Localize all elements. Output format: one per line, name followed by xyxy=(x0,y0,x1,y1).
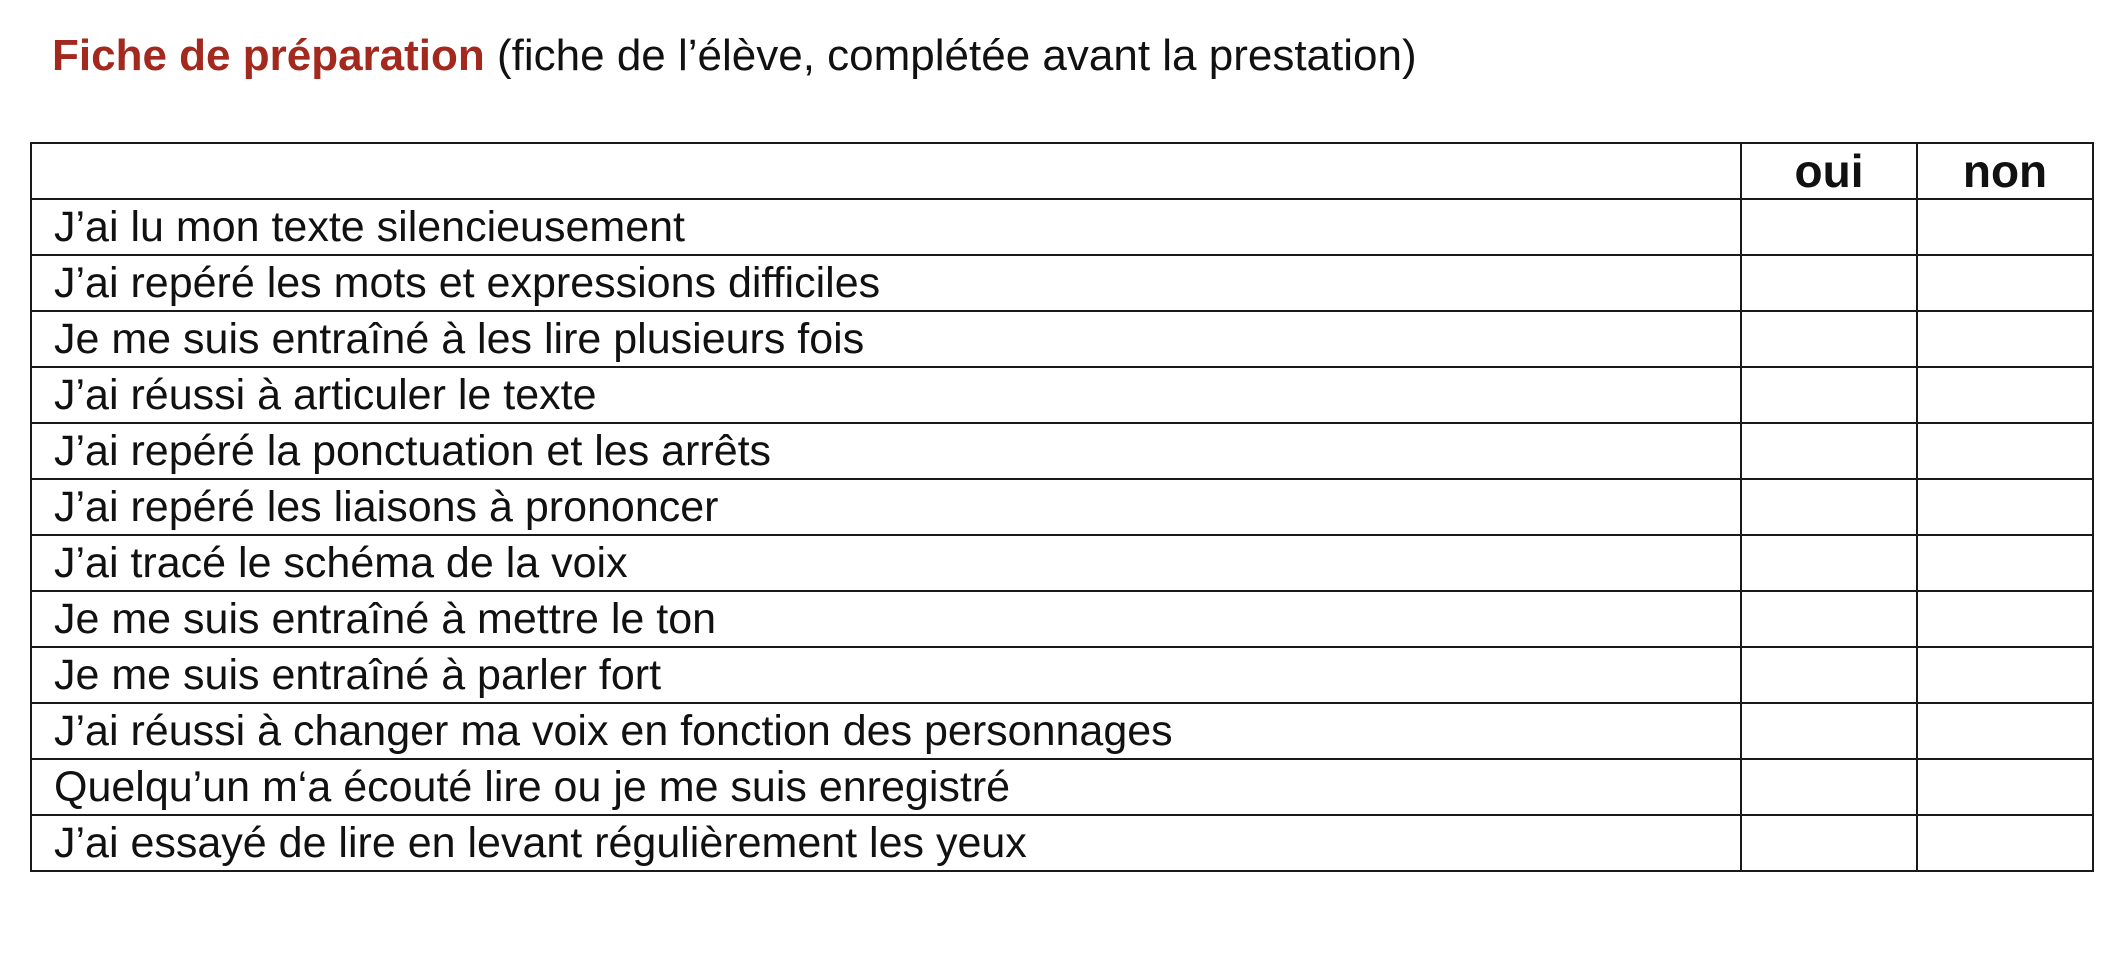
non-checkbox-cell[interactable] xyxy=(1917,479,2093,535)
non-checkbox-cell[interactable] xyxy=(1917,311,2093,367)
column-header-statement xyxy=(31,143,1741,199)
non-checkbox-cell[interactable] xyxy=(1917,815,2093,871)
statement-cell: J’ai essayé de lire en levant régulièrement les yeux xyxy=(31,815,1741,871)
column-header-oui: oui xyxy=(1741,143,1917,199)
oui-checkbox-cell[interactable] xyxy=(1741,423,1917,479)
statement-cell: J’ai lu mon texte silencieusement xyxy=(31,199,1741,255)
statement-cell: J’ai réussi à changer ma voix en fonction des personnages xyxy=(31,703,1741,759)
table-row xyxy=(31,815,2093,871)
oui-checkbox-cell[interactable] xyxy=(1741,367,1917,423)
statement-cell: J’ai repéré la ponctuation et les arrêts xyxy=(31,423,1741,479)
table-row xyxy=(31,759,2093,815)
table-row xyxy=(31,647,2093,703)
column-header-non: non xyxy=(1917,143,2093,199)
oui-checkbox-cell[interactable] xyxy=(1741,199,1917,255)
table-row xyxy=(31,311,2093,367)
page-heading xyxy=(52,28,1417,84)
statement-cell: Je me suis entraîné à mettre le ton xyxy=(31,591,1741,647)
oui-checkbox-cell[interactable] xyxy=(1741,311,1917,367)
table-row xyxy=(31,367,2093,423)
header-row xyxy=(31,143,2093,199)
non-checkbox-cell[interactable] xyxy=(1917,759,2093,815)
table-row xyxy=(31,535,2093,591)
non-checkbox-cell[interactable] xyxy=(1917,647,2093,703)
oui-checkbox-cell[interactable] xyxy=(1741,255,1917,311)
checklist-table xyxy=(30,142,2094,872)
table-row xyxy=(31,423,2093,479)
oui-checkbox-cell[interactable] xyxy=(1741,535,1917,591)
table-row xyxy=(31,703,2093,759)
oui-checkbox-cell[interactable] xyxy=(1741,591,1917,647)
statement-cell: J’ai réussi à articuler le texte xyxy=(31,367,1741,423)
non-checkbox-cell[interactable] xyxy=(1917,367,2093,423)
statement-cell: Je me suis entraîné à parler fort xyxy=(31,647,1741,703)
oui-checkbox-cell[interactable] xyxy=(1741,815,1917,871)
page-subtitle: (fiche de l’élève, complétée avant la prestation) xyxy=(497,31,1417,80)
oui-checkbox-cell[interactable] xyxy=(1741,647,1917,703)
statement-cell: J’ai tracé le schéma de la voix xyxy=(31,535,1741,591)
non-checkbox-cell[interactable] xyxy=(1917,591,2093,647)
oui-checkbox-cell[interactable] xyxy=(1741,759,1917,815)
non-checkbox-cell[interactable] xyxy=(1917,703,2093,759)
table-row xyxy=(31,479,2093,535)
non-checkbox-cell[interactable] xyxy=(1917,199,2093,255)
non-checkbox-cell[interactable] xyxy=(1917,423,2093,479)
non-checkbox-cell[interactable] xyxy=(1917,535,2093,591)
table-row xyxy=(31,591,2093,647)
statement-cell: J’ai repéré les mots et expressions difficiles xyxy=(31,255,1741,311)
oui-checkbox-cell[interactable] xyxy=(1741,703,1917,759)
non-checkbox-cell[interactable] xyxy=(1917,255,2093,311)
statement-cell: J’ai repéré les liaisons à prononcer xyxy=(31,479,1741,535)
table-row xyxy=(31,255,2093,311)
statement-cell: Quelqu’un m‘a écouté lire ou je me suis enregistré xyxy=(31,759,1741,815)
oui-checkbox-cell[interactable] xyxy=(1741,479,1917,535)
page-title: Fiche de préparation xyxy=(52,31,485,80)
statement-cell: Je me suis entraîné à les lire plusieurs fois xyxy=(31,311,1741,367)
table-row xyxy=(31,199,2093,255)
